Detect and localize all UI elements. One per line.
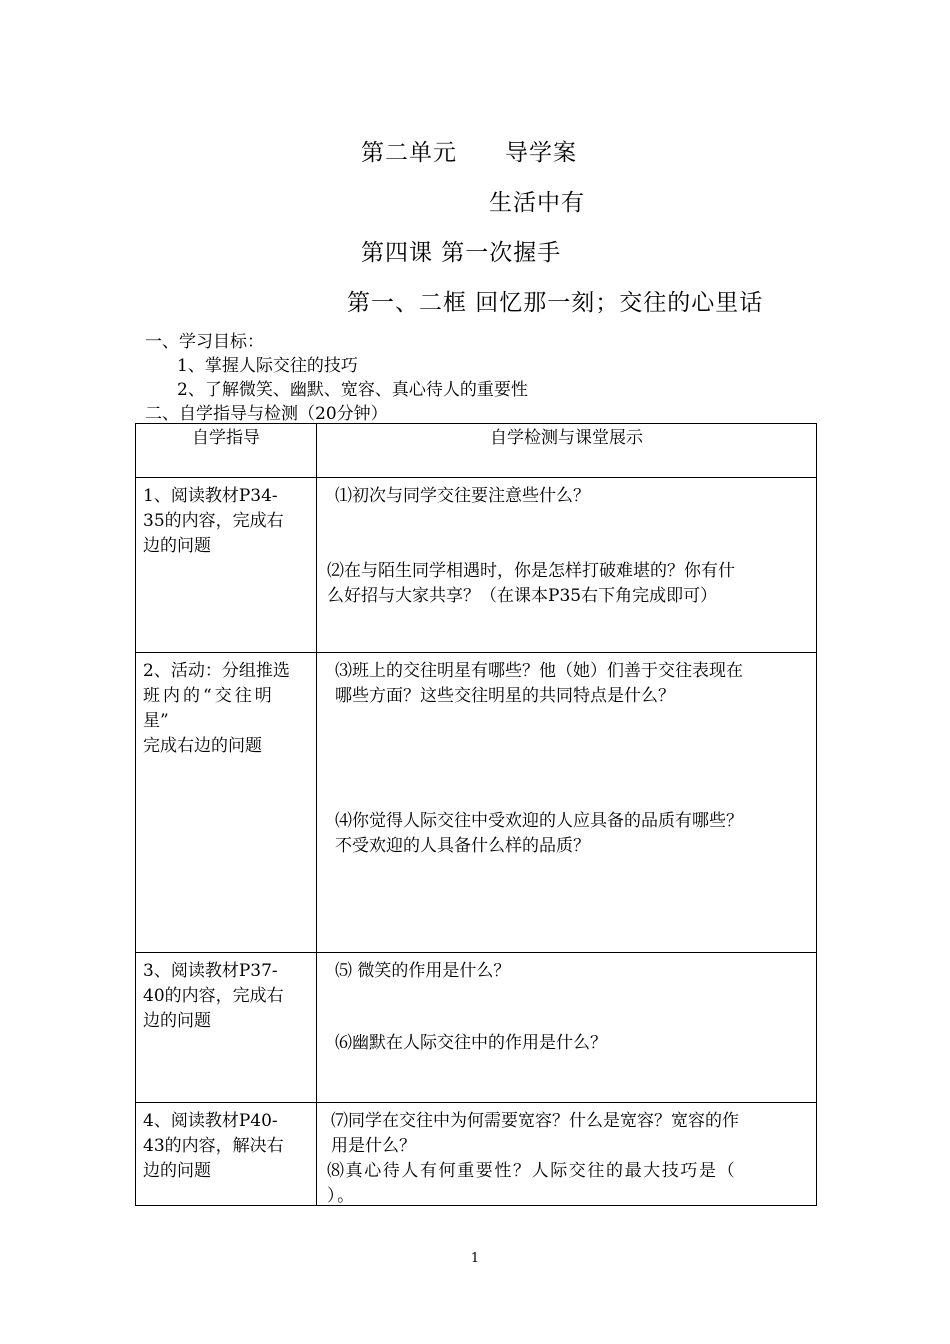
guide-line: 班内的“交往明 xyxy=(143,686,275,706)
table-row xyxy=(136,653,817,953)
question: ⑵在与陌生同学相遇时，你是怎样打破难堪的？你有什 么好招与大家共享？（在课本P35右下角完成即可） xyxy=(327,561,735,606)
objective-item: 1、掌握人际交往的技巧 xyxy=(177,356,358,376)
question: ⑶班上的交往明星有哪些？他（她）们善于交往表现在 哪些方面？这些交往明星的共同特点是什么？ xyxy=(335,661,743,706)
subtitle: 生活中有 xyxy=(489,190,585,216)
guide-line: 2、活动：分组推选 xyxy=(143,661,290,681)
guide-line: 4、阅读教材P40- xyxy=(143,1111,278,1131)
guide-cell xyxy=(136,953,317,1103)
guide-cell xyxy=(136,478,317,653)
table-header-row xyxy=(136,424,817,478)
guide-cell xyxy=(136,1103,317,1206)
question-cell xyxy=(317,478,817,653)
question-cell xyxy=(317,953,817,1103)
question-cell xyxy=(317,1103,817,1206)
page-number: 1 xyxy=(470,1251,480,1266)
guide-line: 边的问题 xyxy=(143,536,211,556)
guide-line: 星” xyxy=(143,711,169,731)
question: ⑺同学在交往中为何需要宽容？什么是宽容？宽容的作 用是什么？ xyxy=(331,1111,739,1156)
objectives-title: 一、学习目标： xyxy=(145,332,264,352)
lesson-title: 第四课 第一次握手 xyxy=(361,240,562,266)
guide-line: 边的问题 xyxy=(143,1161,211,1181)
question: ⑹幽默在人际交往中的作用是什么？ xyxy=(335,1033,607,1053)
guide-cell xyxy=(136,653,317,953)
table-row xyxy=(136,953,817,1103)
guide-line: 3、阅读教材P37- xyxy=(143,961,278,981)
table-row xyxy=(136,478,817,653)
guide-line: 完成右边的问题 xyxy=(143,736,262,756)
question: ⑻真心待人有何重要性？人际交往的最大技巧是（ ）。 xyxy=(327,1161,737,1206)
guide-line: 40的内容，完成右 xyxy=(143,986,284,1006)
guide-line: 35的内容，完成右 xyxy=(143,511,284,531)
frames-title: 第一、二框 回忆那一刻；交往的心里话 xyxy=(347,290,764,316)
self-study-table xyxy=(135,423,817,1206)
header-guide: 自学指导 xyxy=(136,424,317,478)
self-study-title: 二、自学指导与检测（20分钟） xyxy=(145,404,388,424)
guide-line: 1、阅读教材P34- xyxy=(143,486,278,506)
question-cell xyxy=(317,653,817,953)
guide-line: 43的内容，解决右 xyxy=(143,1136,284,1156)
table-row xyxy=(136,1103,817,1206)
question: ⑷你觉得人际交往中受欢迎的人应具备的品质有哪些？ 不受欢迎的人具备什么样的品质？ xyxy=(335,811,743,856)
guide-line: 边的问题 xyxy=(143,1011,211,1031)
question: ⑴初次与同学交往要注意些什么？ xyxy=(335,486,590,506)
unit-title: 第二单元 导学案 xyxy=(361,140,577,166)
question: ⑸ 微笑的作用是什么？ xyxy=(335,961,511,981)
header-check: 自学检测与课堂展示 xyxy=(317,424,817,478)
objective-item: 2、了解微笑、幽默、宽容、真心待人的重要性 xyxy=(177,380,528,400)
